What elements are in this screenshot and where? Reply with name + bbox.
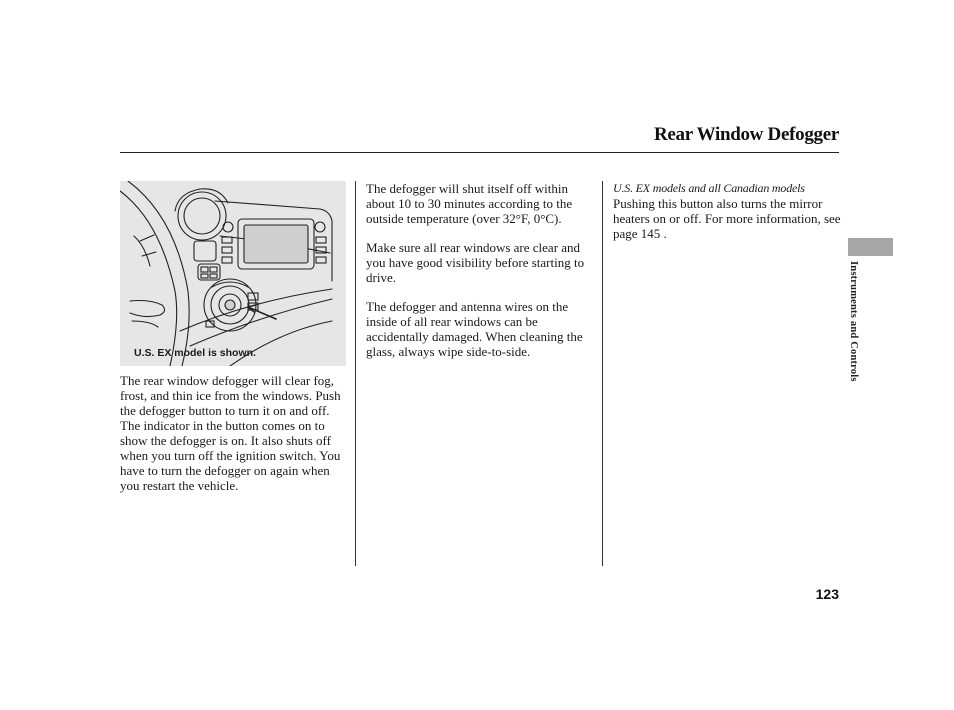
header-rule <box>120 152 839 153</box>
model-applicability: U.S. EX models and all Canadian models <box>613 181 805 195</box>
left-column <box>120 373 350 493</box>
column-divider-2 <box>602 181 603 566</box>
middle-paragraph-2: Make sure all rear windows are clear and you have good visibility before starting to drive. <box>366 240 585 285</box>
middle-paragraph-1: The defogger will shut itself off within about 10 to 30 minutes according to the outside temperature (over 32°F, 0°C). <box>366 181 573 226</box>
column-divider-1 <box>355 181 356 566</box>
right-paragraph: Pushing this button also turns the mirror heaters on or off. For more information, see page 145 . <box>613 196 841 241</box>
section-label: Instruments and Controls <box>848 261 859 382</box>
page-title: Rear Window Defogger <box>653 124 839 145</box>
dashboard-drawing <box>120 181 346 366</box>
section-tab <box>848 238 893 256</box>
figure-caption: U.S. EX model is shown. <box>134 347 256 359</box>
right-column <box>613 181 841 241</box>
page-number: 123 <box>815 586 839 602</box>
dashboard-illustration <box>120 181 346 366</box>
middle-column <box>366 181 598 359</box>
left-paragraph: The rear window defogger will clear fog, frost, and thin ice from the windows. Push the defogger button to turn it on and off. The indicator in the button comes on to show the defogger is on. It also shuts off when you turn off the ignition switch. You have to turn the defogger on again when you restart the vehicle. <box>120 373 341 493</box>
middle-paragraph-3: The defogger and antenna wires on the inside of all rear windows can be accidentally damaged. When cleaning the glass, always wipe side-to-side. <box>366 299 583 359</box>
